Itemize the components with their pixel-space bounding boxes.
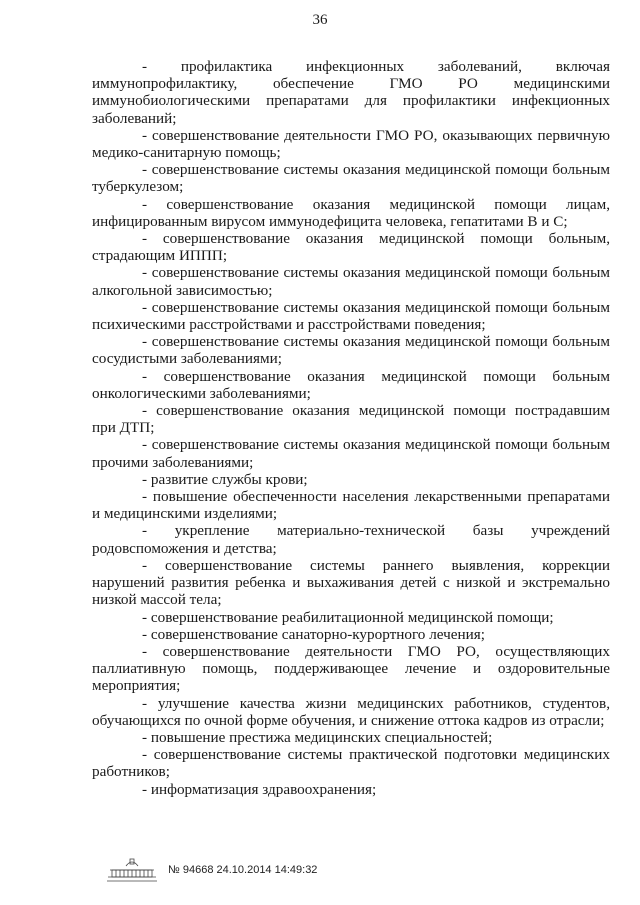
government-seal-icon xyxy=(104,856,160,884)
footer xyxy=(104,856,317,884)
list-item: - совершенствование системы раннего выявления, коррекции нарушений развития ребенка и выхаживания детей с низкой и экстремально низкой массой тела; xyxy=(92,556,610,609)
list-item: - укрепление материально-технической базы учреждений родовспоможения и детства; xyxy=(92,522,610,557)
list-item: - совершенствование санаторно-курортного лечения; xyxy=(142,625,485,643)
list-item: - совершенствование системы оказания медицинской помощи больным сосудистыми заболеваниями; xyxy=(92,333,610,368)
document-id: № 94668 24.10.2014 14:49:32 xyxy=(168,864,318,876)
list-item: - совершенствование системы оказания медицинской помощи больным туберкулезом; xyxy=(92,161,610,196)
list-item: - совершенствование оказания медицинской помощи больным онкологическими заболеваниями; xyxy=(92,367,610,402)
list-item: - совершенствование системы оказания медицинской помощи больным прочими заболеваниями; xyxy=(92,436,610,471)
list-item: - совершенствование оказания медицинской помощи пострадавшим при ДТП; xyxy=(92,402,610,437)
document-body xyxy=(92,58,610,798)
list-item: - развитие службы крови; xyxy=(142,470,308,488)
list-item: - повышение престижа медицинских специальностей; xyxy=(142,728,493,746)
list-item: - совершенствование реабилитационной медицинской помощи; xyxy=(142,608,554,626)
list-item: - совершенствование оказания медицинской помощи лицам, инфицированным вирусом иммунодефицита человека, гепатитами В и С; xyxy=(92,195,610,230)
list-item: - повышение обеспеченности населения лекарственными препаратами и медицинскими изделиями; xyxy=(92,488,610,523)
list-item: - совершенствование системы оказания медицинской помощи больным алкогольной зависимостью; xyxy=(92,264,610,299)
list-item: - совершенствование деятельности ГМО РО, оказывающих первичную медико-санитарную помощь; xyxy=(92,126,610,162)
list-item: - информатизация здравоохранения; xyxy=(142,780,377,798)
list-item: - совершенствование оказания медицинской помощи больным, страдающим ИППП; xyxy=(92,230,610,265)
list-item: - улучшение качества жизни медицинских работников, студентов, обучающихся по очной форме обучения, и снижение оттока кадров из отрасли; xyxy=(92,694,610,729)
list-item: - совершенствование системы оказания медицинской помощи больным психическими расстройствами и расстройствами поведения; xyxy=(92,298,610,334)
list-item: - совершенствование деятельности ГМО РО, осуществляющих паллиативную помощь, поддерживающее лечение и оздоровительные мероприятия; xyxy=(92,642,610,695)
page-number: 36 xyxy=(312,12,328,28)
list-item: - профилактика инфекционных заболеваний, включая иммунопрофилактику, обеспечение ГМО РО медицинскими иммунобиологическими препаратами для профилактики инфекционных заболеваний; xyxy=(92,58,610,127)
list-item: - совершенствование системы практической подготовки медицинских работников; xyxy=(92,746,610,781)
